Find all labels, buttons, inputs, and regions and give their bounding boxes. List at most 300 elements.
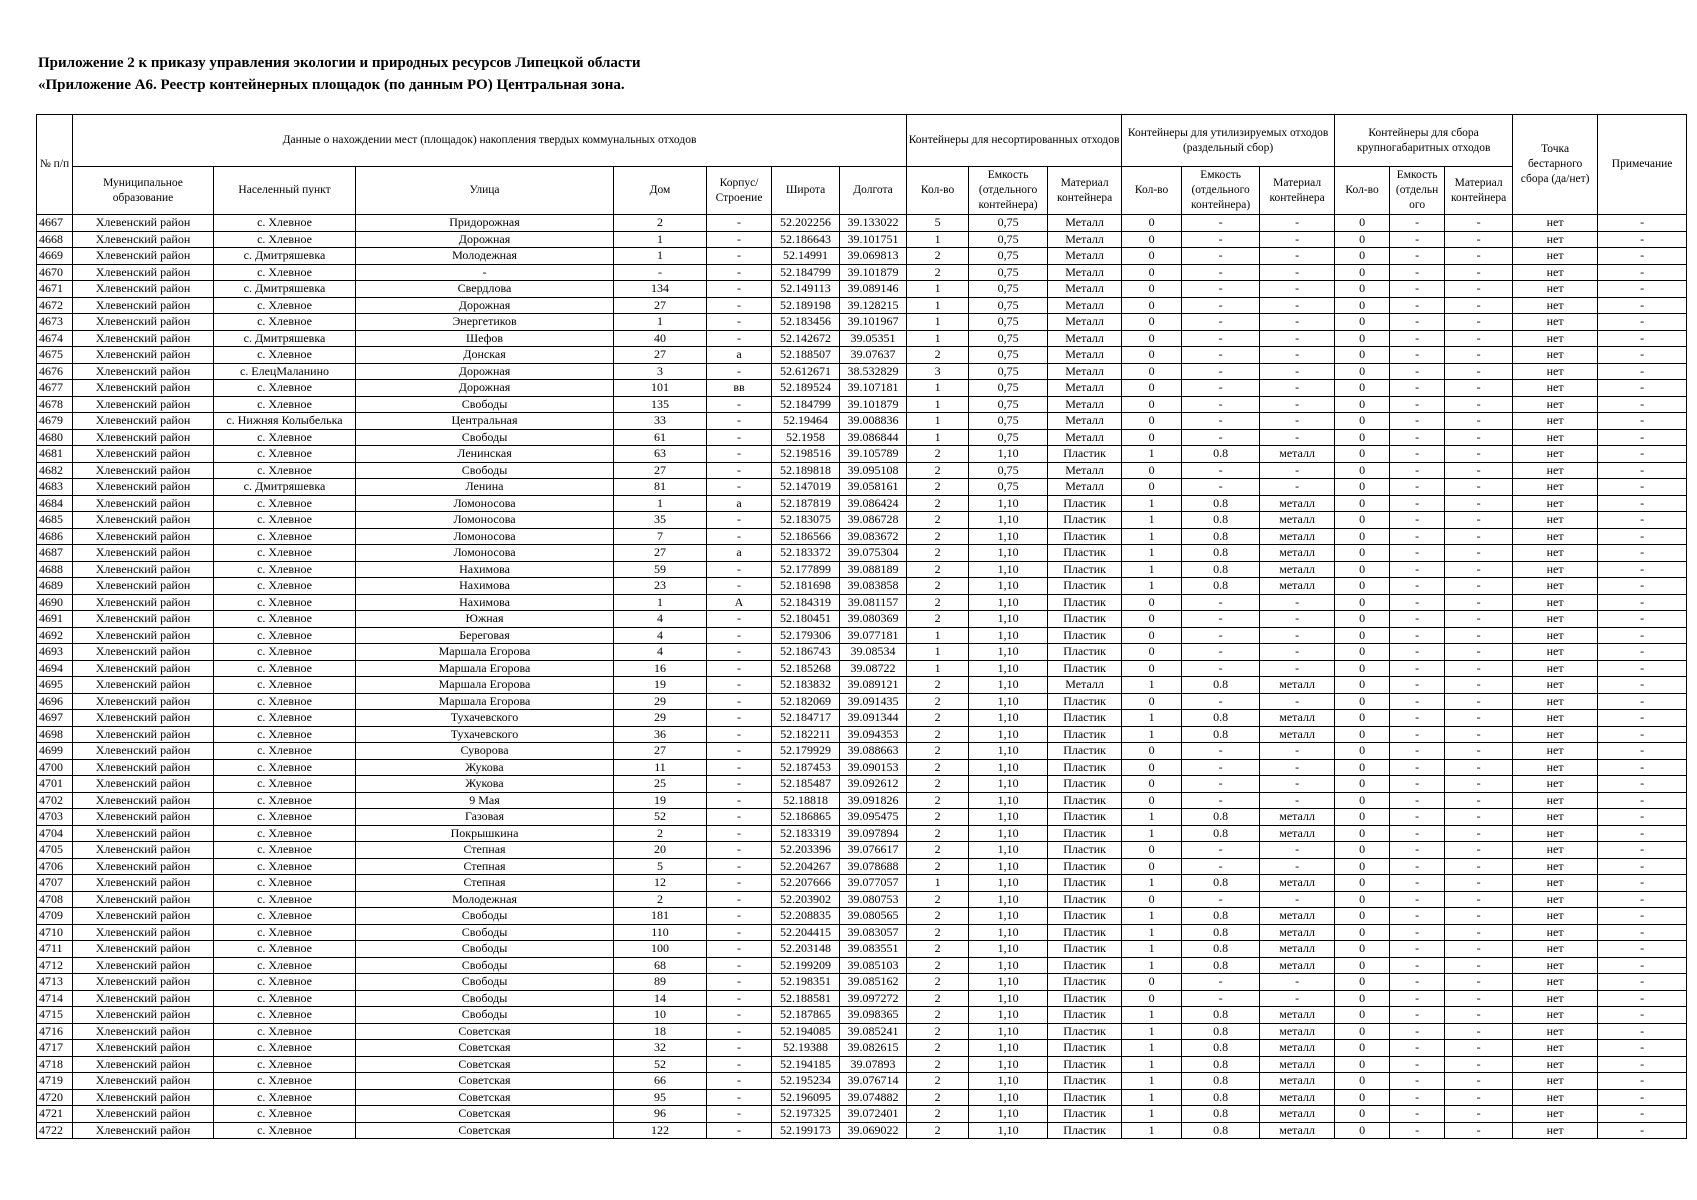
cell-settlement: с. Хлевное: [214, 677, 356, 694]
cell-lon: 39.101751: [840, 231, 907, 248]
cell-lon: 39.091344: [840, 710, 907, 727]
cell-recycle-material: металл: [1260, 528, 1335, 545]
cell-municipality: Хлевенский район: [73, 1122, 214, 1139]
header-municipality: Муниципальное образование: [73, 167, 214, 215]
cell-unsorted-material: Пластик: [1048, 627, 1122, 644]
cell-bulky-capacity: -: [1390, 759, 1445, 776]
header-recycle-count: Кол-во: [1122, 167, 1182, 215]
cell-bulky-count: 0: [1335, 281, 1390, 298]
cell-recycle-count: 0: [1122, 743, 1182, 760]
cell-municipality: Хлевенский район: [73, 644, 214, 661]
cell-recycle-capacity: -: [1182, 380, 1260, 397]
table-row: [37, 957, 1687, 974]
cell-bulky-material: -: [1445, 941, 1513, 958]
cell-settlement: с. Хлевное: [214, 611, 356, 628]
cell-note: -: [1598, 1007, 1687, 1024]
cell-recycle-count: 1: [1122, 825, 1182, 842]
cell-bulky-count: 0: [1335, 858, 1390, 875]
cell-bulky-material: -: [1445, 330, 1513, 347]
cell-bulky-count: 0: [1335, 495, 1390, 512]
cell-bulky-count: 0: [1335, 825, 1390, 842]
cell-unsorted-capacity: 1,10: [969, 974, 1048, 991]
cell-unsorted-count: 2: [907, 858, 969, 875]
cell-recycle-count: 1: [1122, 578, 1182, 595]
cell-recycle-material: -: [1260, 660, 1335, 677]
cell-municipality: Хлевенский район: [73, 1056, 214, 1073]
cell-bulky-count: 0: [1335, 677, 1390, 694]
cell-recycle-material: -: [1260, 594, 1335, 611]
cell-municipality: Хлевенский район: [73, 726, 214, 743]
cell-unsorted-capacity: 1,10: [969, 627, 1048, 644]
cell-bagless: нет: [1513, 363, 1598, 380]
header-bagless: Точка бестарного сбора (да/нет): [1513, 115, 1598, 215]
cell-note: -: [1598, 594, 1687, 611]
cell-lon: 39.05351: [840, 330, 907, 347]
cell-municipality: Хлевенский район: [73, 512, 214, 529]
cell-bulky-count: 0: [1335, 594, 1390, 611]
cell-lon: 39.083672: [840, 528, 907, 545]
cell-municipality: Хлевенский район: [73, 446, 214, 463]
cell-recycle-count: 0: [1122, 215, 1182, 232]
cell-unsorted-count: 2: [907, 941, 969, 958]
cell-bagless: нет: [1513, 1007, 1598, 1024]
cell-note: -: [1598, 776, 1687, 793]
cell-unsorted-capacity: 1,10: [969, 743, 1048, 760]
cell-recycle-capacity: 0.8: [1182, 512, 1260, 529]
cell-bulky-capacity: -: [1390, 594, 1445, 611]
cell-bagless: нет: [1513, 1056, 1598, 1073]
cell-bagless: нет: [1513, 413, 1598, 430]
cell-building: -: [707, 281, 772, 298]
cell-lat: 52.203396: [772, 842, 840, 859]
cell-recycle-material: -: [1260, 891, 1335, 908]
cell-lon: 39.097272: [840, 990, 907, 1007]
cell-recycle-capacity: -: [1182, 314, 1260, 331]
cell-street: Молодежная: [356, 891, 614, 908]
cell-house: 96: [614, 1106, 707, 1123]
cell-lat: 52.194085: [772, 1023, 840, 1040]
cell-house: 4: [614, 611, 707, 628]
cell-lon: 39.069813: [840, 248, 907, 265]
cell-note: -: [1598, 825, 1687, 842]
cell-bulky-material: -: [1445, 363, 1513, 380]
cell-street: Степная: [356, 858, 614, 875]
cell-unsorted-capacity: 1,10: [969, 1122, 1048, 1139]
cell-bagless: нет: [1513, 974, 1598, 991]
cell-street: Маршала Егорова: [356, 660, 614, 677]
cell-unsorted-material: Пластик: [1048, 1122, 1122, 1139]
cell-lat: 52.183372: [772, 545, 840, 562]
cell-building: -: [707, 314, 772, 331]
cell-lat: 52.19464: [772, 413, 840, 430]
cell-recycle-material: металл: [1260, 908, 1335, 925]
cell-bagless: нет: [1513, 330, 1598, 347]
cell-bagless: нет: [1513, 248, 1598, 265]
cell-bulky-count: 0: [1335, 528, 1390, 545]
cell-note: -: [1598, 297, 1687, 314]
cell-bulky-count: 0: [1335, 1089, 1390, 1106]
cell-unsorted-capacity: 0,75: [969, 462, 1048, 479]
cell-unsorted-count: 2: [907, 825, 969, 842]
cell-unsorted-capacity: 0,75: [969, 297, 1048, 314]
table-row: [37, 677, 1687, 694]
cell-bulky-count: 0: [1335, 231, 1390, 248]
cell-building: -: [707, 792, 772, 809]
cell-unsorted-count: 2: [907, 693, 969, 710]
cell-building: вв: [707, 380, 772, 397]
cell-municipality: Хлевенский район: [73, 215, 214, 232]
cell-lon: 39.090153: [840, 759, 907, 776]
table-row: [37, 347, 1687, 364]
cell-recycle-material: -: [1260, 974, 1335, 991]
cell-recycle-material: металл: [1260, 1106, 1335, 1123]
cell-unsorted-capacity: 1,10: [969, 1007, 1048, 1024]
cell-house: 4: [614, 644, 707, 661]
cell-house: 52: [614, 809, 707, 826]
cell-note: -: [1598, 627, 1687, 644]
cell-bulky-count: 0: [1335, 941, 1390, 958]
cell-unsorted-count: 2: [907, 528, 969, 545]
cell-bulky-count: 0: [1335, 347, 1390, 364]
header-building: Корпус/ Строение: [707, 167, 772, 215]
cell-building: -: [707, 660, 772, 677]
cell-municipality: Хлевенский район: [73, 842, 214, 859]
cell-house: 14: [614, 990, 707, 1007]
cell-recycle-capacity: -: [1182, 413, 1260, 430]
cell-street: Свободы: [356, 924, 614, 941]
cell-unsorted-capacity: 1,10: [969, 644, 1048, 661]
cell-building: -: [707, 1122, 772, 1139]
cell-recycle-count: 0: [1122, 644, 1182, 661]
cell-recycle-material: металл: [1260, 1073, 1335, 1090]
cell-recycle-count: 1: [1122, 446, 1182, 463]
cell-lon: 39.008836: [840, 413, 907, 430]
cell-bagless: нет: [1513, 396, 1598, 413]
cell-lon: 39.072401: [840, 1106, 907, 1123]
cell-recycle-material: металл: [1260, 875, 1335, 892]
cell-note: -: [1598, 512, 1687, 529]
cell-bagless: нет: [1513, 627, 1598, 644]
cell-unsorted-count: 2: [907, 1106, 969, 1123]
cell-recycle-count: 0: [1122, 792, 1182, 809]
cell-unsorted-count: 2: [907, 957, 969, 974]
cell-municipality: Хлевенский район: [73, 957, 214, 974]
cell-municipality: Хлевенский район: [73, 1106, 214, 1123]
cell-bulky-count: 0: [1335, 396, 1390, 413]
cell-recycle-material: металл: [1260, 1007, 1335, 1024]
cell-recycle-material: -: [1260, 743, 1335, 760]
cell-municipality: Хлевенский район: [73, 314, 214, 331]
cell-recycle-material: -: [1260, 462, 1335, 479]
cell-unsorted-count: 2: [907, 891, 969, 908]
cell-building: -: [707, 990, 772, 1007]
cell-municipality: Хлевенский район: [73, 1040, 214, 1057]
cell-lat: 52.186743: [772, 644, 840, 661]
cell-num: 4702: [37, 792, 73, 809]
cell-recycle-capacity: 0.8: [1182, 924, 1260, 941]
cell-recycle-capacity: -: [1182, 347, 1260, 364]
cell-unsorted-capacity: 0,75: [969, 347, 1048, 364]
cell-recycle-capacity: -: [1182, 759, 1260, 776]
cell-recycle-count: 0: [1122, 627, 1182, 644]
cell-unsorted-count: 2: [907, 908, 969, 925]
cell-recycle-count: 1: [1122, 924, 1182, 941]
header-bulky-group: Контейнеры для сбора крупногабаритных отходов: [1335, 115, 1513, 167]
cell-house: 12: [614, 875, 707, 892]
cell-building: -: [707, 1007, 772, 1024]
cell-municipality: Хлевенский район: [73, 281, 214, 298]
cell-bagless: нет: [1513, 759, 1598, 776]
cell-bulky-capacity: -: [1390, 875, 1445, 892]
cell-bulky-material: -: [1445, 446, 1513, 463]
cell-street: Советская: [356, 1106, 614, 1123]
cell-bulky-count: 0: [1335, 578, 1390, 595]
cell-lon: 39.085103: [840, 957, 907, 974]
cell-municipality: Хлевенский район: [73, 611, 214, 628]
cell-unsorted-count: 1: [907, 429, 969, 446]
cell-street: Дорожная: [356, 380, 614, 397]
cell-street: Покрышкина: [356, 825, 614, 842]
cell-municipality: Хлевенский район: [73, 578, 214, 595]
cell-lon: 39.088663: [840, 743, 907, 760]
cell-lon: 39.089121: [840, 677, 907, 694]
cell-recycle-count: 1: [1122, 1023, 1182, 1040]
cell-bulky-capacity: -: [1390, 512, 1445, 529]
cell-unsorted-material: Пластик: [1048, 842, 1122, 859]
cell-bulky-count: 0: [1335, 759, 1390, 776]
cell-num: 4718: [37, 1056, 73, 1073]
cell-unsorted-capacity: 1,10: [969, 578, 1048, 595]
cell-bulky-material: -: [1445, 644, 1513, 661]
cell-building: -: [707, 363, 772, 380]
cell-street: Энергетиков: [356, 314, 614, 331]
cell-unsorted-capacity: 1,10: [969, 446, 1048, 463]
table-header: [37, 115, 1687, 215]
cell-unsorted-material: Пластик: [1048, 578, 1122, 595]
cell-unsorted-count: 2: [907, 1056, 969, 1073]
cell-recycle-count: 1: [1122, 1106, 1182, 1123]
cell-unsorted-material: Металл: [1048, 462, 1122, 479]
table-row: [37, 446, 1687, 463]
cell-building: -: [707, 759, 772, 776]
cell-building: -: [707, 462, 772, 479]
cell-house: 27: [614, 743, 707, 760]
cell-unsorted-material: Пластик: [1048, 561, 1122, 578]
cell-recycle-count: 1: [1122, 809, 1182, 826]
cell-bulky-material: -: [1445, 594, 1513, 611]
cell-building: -: [707, 776, 772, 793]
cell-unsorted-capacity: 0,75: [969, 314, 1048, 331]
cell-recycle-count: 0: [1122, 858, 1182, 875]
cell-bulky-capacity: -: [1390, 479, 1445, 496]
cell-lat: 52.182069: [772, 693, 840, 710]
cell-bulky-count: 0: [1335, 314, 1390, 331]
header-lat: Широта: [772, 167, 840, 215]
cell-unsorted-material: Металл: [1048, 396, 1122, 413]
cell-recycle-capacity: -: [1182, 594, 1260, 611]
cell-unsorted-capacity: 1,10: [969, 759, 1048, 776]
cell-municipality: Хлевенский район: [73, 380, 214, 397]
table-row: [37, 363, 1687, 380]
cell-building: -: [707, 726, 772, 743]
cell-street: Нахимова: [356, 561, 614, 578]
cell-recycle-count: 0: [1122, 231, 1182, 248]
cell-bulky-capacity: -: [1390, 429, 1445, 446]
cell-settlement: с. Хлевное: [214, 776, 356, 793]
cell-bulky-count: 0: [1335, 363, 1390, 380]
cell-num: 4696: [37, 693, 73, 710]
cell-street: Ленинская: [356, 446, 614, 463]
cell-lat: 52.189524: [772, 380, 840, 397]
cell-building: -: [707, 297, 772, 314]
cell-unsorted-capacity: 1,10: [969, 561, 1048, 578]
cell-building: -: [707, 1089, 772, 1106]
cell-recycle-capacity: 0.8: [1182, 941, 1260, 958]
cell-unsorted-count: 2: [907, 611, 969, 628]
table-row: [37, 759, 1687, 776]
cell-unsorted-capacity: 1,10: [969, 594, 1048, 611]
cell-municipality: Хлевенский район: [73, 462, 214, 479]
cell-settlement: с. Хлевное: [214, 858, 356, 875]
cell-unsorted-material: Металл: [1048, 677, 1122, 694]
cell-bulky-material: -: [1445, 1106, 1513, 1123]
cell-recycle-count: 0: [1122, 776, 1182, 793]
cell-unsorted-capacity: 0,75: [969, 215, 1048, 232]
cell-bulky-count: 0: [1335, 627, 1390, 644]
cell-house: 52: [614, 1056, 707, 1073]
cell-settlement: с. Хлевное: [214, 1106, 356, 1123]
header-bulky-capacity: Емкость (отдельн ого: [1390, 167, 1445, 215]
cell-bagless: нет: [1513, 990, 1598, 1007]
cell-note: -: [1598, 974, 1687, 991]
cell-unsorted-capacity: 1,10: [969, 776, 1048, 793]
cell-house: 36: [614, 726, 707, 743]
cell-lon: 39.085162: [840, 974, 907, 991]
cell-unsorted-material: Пластик: [1048, 957, 1122, 974]
cell-house: 4: [614, 627, 707, 644]
cell-house: 134: [614, 281, 707, 298]
cell-recycle-capacity: -: [1182, 974, 1260, 991]
cell-unsorted-count: 2: [907, 677, 969, 694]
cell-unsorted-material: Пластик: [1048, 710, 1122, 727]
cell-bulky-count: 0: [1335, 974, 1390, 991]
cell-recycle-material: -: [1260, 429, 1335, 446]
cell-recycle-material: -: [1260, 792, 1335, 809]
cell-street: Ломоносова: [356, 545, 614, 562]
header-bulky-count: Кол-во: [1335, 167, 1390, 215]
cell-recycle-count: 0: [1122, 314, 1182, 331]
table-row: [37, 281, 1687, 298]
cell-house: 3: [614, 363, 707, 380]
cell-street: Молодежная: [356, 248, 614, 265]
cell-unsorted-material: Пластик: [1048, 858, 1122, 875]
cell-bulky-count: 0: [1335, 990, 1390, 1007]
cell-lat: 52.14991: [772, 248, 840, 265]
cell-num: 4686: [37, 528, 73, 545]
cell-bulky-material: -: [1445, 858, 1513, 875]
cell-bulky-material: -: [1445, 759, 1513, 776]
cell-note: -: [1598, 957, 1687, 974]
cell-bulky-material: -: [1445, 1023, 1513, 1040]
cell-bulky-material: -: [1445, 479, 1513, 496]
cell-lon: 39.069022: [840, 1122, 907, 1139]
cell-settlement: с. Хлевное: [214, 792, 356, 809]
cell-lon: 39.083858: [840, 578, 907, 595]
cell-recycle-capacity: 0.8: [1182, 726, 1260, 743]
cell-municipality: Хлевенский район: [73, 545, 214, 562]
cell-unsorted-material: Пластик: [1048, 743, 1122, 760]
cell-lat: 52.1958: [772, 429, 840, 446]
cell-recycle-material: -: [1260, 363, 1335, 380]
cell-unsorted-material: Пластик: [1048, 1089, 1122, 1106]
cell-recycle-material: металл: [1260, 941, 1335, 958]
cell-settlement: с. Хлевное: [214, 512, 356, 529]
table-row: [37, 726, 1687, 743]
cell-unsorted-material: Пластик: [1048, 792, 1122, 809]
cell-street: 9 Мая: [356, 792, 614, 809]
cell-settlement: с. Дмитряшевка: [214, 281, 356, 298]
cell-bagless: нет: [1513, 875, 1598, 892]
cell-bagless: нет: [1513, 858, 1598, 875]
cell-recycle-material: -: [1260, 611, 1335, 628]
header-recycle-group: Контейнеры для утилизируемых отходов (раздельный сбор): [1122, 115, 1335, 167]
cell-house: 19: [614, 677, 707, 694]
cell-unsorted-capacity: 1,10: [969, 825, 1048, 842]
cell-unsorted-material: Пластик: [1048, 446, 1122, 463]
cell-lat: 52.195234: [772, 1073, 840, 1090]
cell-bulky-capacity: -: [1390, 545, 1445, 562]
cell-recycle-count: 0: [1122, 363, 1182, 380]
cell-bagless: нет: [1513, 1089, 1598, 1106]
cell-unsorted-count: 2: [907, 545, 969, 562]
cell-street: Газовая: [356, 809, 614, 826]
table-row: [37, 330, 1687, 347]
cell-recycle-capacity: 0.8: [1182, 1106, 1260, 1123]
table-row: [37, 528, 1687, 545]
cell-bulky-capacity: -: [1390, 1122, 1445, 1139]
cell-unsorted-material: Пластик: [1048, 1007, 1122, 1024]
table-row: [37, 578, 1687, 595]
cell-bagless: нет: [1513, 1023, 1598, 1040]
header-unsorted-capacity: Емкость (отдельного контейнера): [969, 167, 1048, 215]
cell-lon: 39.07637: [840, 347, 907, 364]
cell-lat: 52.187453: [772, 759, 840, 776]
cell-recycle-capacity: -: [1182, 429, 1260, 446]
cell-bulky-count: 0: [1335, 891, 1390, 908]
cell-recycle-capacity: 0.8: [1182, 957, 1260, 974]
cell-house: 59: [614, 561, 707, 578]
cell-street: Свободы: [356, 990, 614, 1007]
cell-bagless: нет: [1513, 215, 1598, 232]
cell-street: Маршала Егорова: [356, 677, 614, 694]
cell-settlement: с. Хлевное: [214, 1023, 356, 1040]
cell-note: -: [1598, 1089, 1687, 1106]
table-row: [37, 1040, 1687, 1057]
cell-note: -: [1598, 429, 1687, 446]
cell-recycle-material: металл: [1260, 924, 1335, 941]
cell-unsorted-material: Металл: [1048, 380, 1122, 397]
cell-street: Ломоносова: [356, 495, 614, 512]
cell-unsorted-count: 1: [907, 660, 969, 677]
cell-unsorted-material: Металл: [1048, 314, 1122, 331]
table-row: [37, 858, 1687, 875]
cell-bagless: нет: [1513, 726, 1598, 743]
cell-recycle-count: 0: [1122, 396, 1182, 413]
cell-bagless: нет: [1513, 347, 1598, 364]
cell-recycle-material: -: [1260, 842, 1335, 859]
cell-bulky-material: -: [1445, 528, 1513, 545]
cell-lat: 52.180451: [772, 611, 840, 628]
